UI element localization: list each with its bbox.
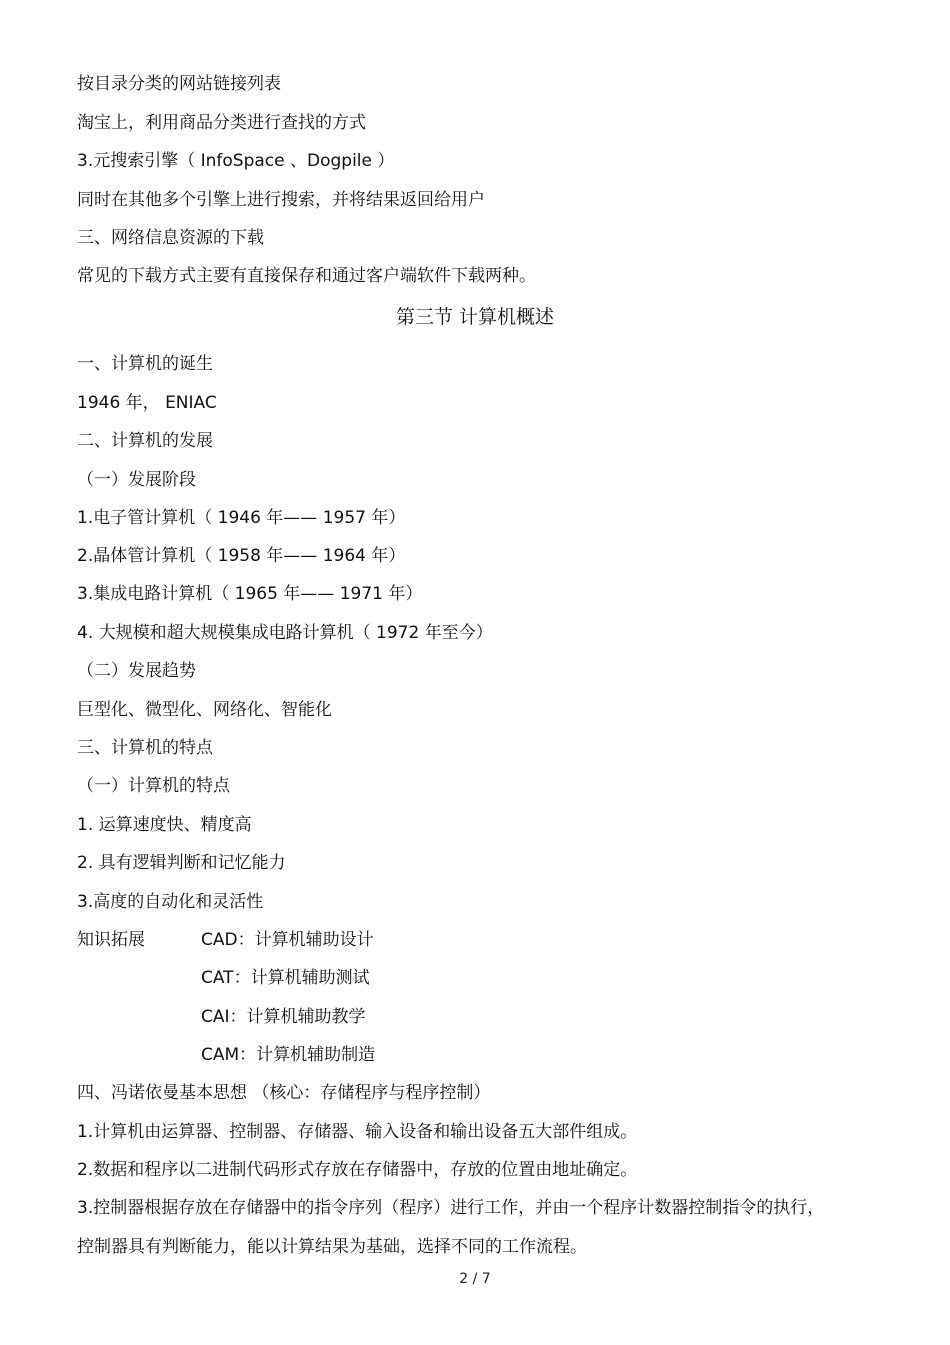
text-line: 按目录分类的网站链接列表 bbox=[77, 74, 281, 94]
knowledge-item: CAI：计算机辅助教学 bbox=[201, 1007, 366, 1027]
section-heading: 二、计算机的发展 bbox=[77, 431, 213, 451]
text-line: 同时在其他多个引擎上进行搜索，并将结果返回给用户 bbox=[77, 190, 485, 210]
knowledge-label: 知识拓展 bbox=[77, 930, 145, 950]
section-heading: 四、冯诺依曼基本思想 （核心：存储程序与程序控制） bbox=[77, 1083, 491, 1103]
section-heading: 三、网络信息资源的下载 bbox=[77, 228, 264, 248]
knowledge-item: CAD：计算机辅助设计 bbox=[201, 930, 374, 950]
section-heading: 一、计算机的诞生 bbox=[77, 354, 213, 374]
list-item: 1. 运算速度快、精度高 bbox=[77, 815, 252, 835]
list-item: 1.计算机由运算器、控制器、存储器、输入设备和输出设备五大部件组成。 bbox=[77, 1122, 638, 1142]
list-item: 3.控制器根据存放在存储器中的指令序列（程序）进行工作，并由一个程序计数器控制指令的执行， bbox=[77, 1198, 825, 1218]
list-item: 4. 大规模和超大规模集成电路计算机（ 1972 年至今） bbox=[77, 623, 493, 643]
section-heading: 三、计算机的特点 bbox=[77, 738, 213, 758]
text-line: 淘宝上，利用商品分类进行查找的方式 bbox=[77, 113, 366, 133]
text-line: 3.元搜索引擎（ InfoSpace 、Dogpile ） bbox=[77, 151, 395, 171]
text-line: 1946 年， ENIAC bbox=[77, 393, 217, 413]
list-item: 3.集成电路计算机（ 1965 年—— 1971 年） bbox=[77, 584, 423, 604]
text-line: 控制器具有判断能力，能以计算结果为基础，选择不同的工作流程。 bbox=[77, 1237, 587, 1257]
knowledge-item: CAT：计算机辅助测试 bbox=[201, 968, 370, 988]
page-number: 2 / 7 bbox=[459, 1271, 491, 1287]
list-item: 1.电子管计算机（ 1946 年—— 1957 年） bbox=[77, 508, 406, 528]
section-title: 第三节 计算机概述 bbox=[395, 306, 555, 328]
list-item: 3.高度的自动化和灵活性 bbox=[77, 892, 264, 912]
subsection-heading: （二）发展趋势 bbox=[77, 661, 196, 681]
text-line: 巨型化、微型化、网络化、智能化 bbox=[77, 700, 332, 720]
list-item: 2.晶体管计算机（ 1958 年—— 1964 年） bbox=[77, 546, 406, 566]
knowledge-item: CAM：计算机辅助制造 bbox=[201, 1045, 376, 1065]
subsection-heading: （一）发展阶段 bbox=[77, 470, 196, 490]
list-item: 2.数据和程序以二进制代码形式存放在存储器中，存放的位置由地址确定。 bbox=[77, 1160, 638, 1180]
list-item: 2. 具有逻辑判断和记忆能力 bbox=[77, 853, 286, 873]
text-line: 常见的下载方式主要有直接保存和通过客户端软件下载两种。 bbox=[77, 266, 536, 286]
subsection-heading: （一）计算机的特点 bbox=[77, 776, 230, 796]
